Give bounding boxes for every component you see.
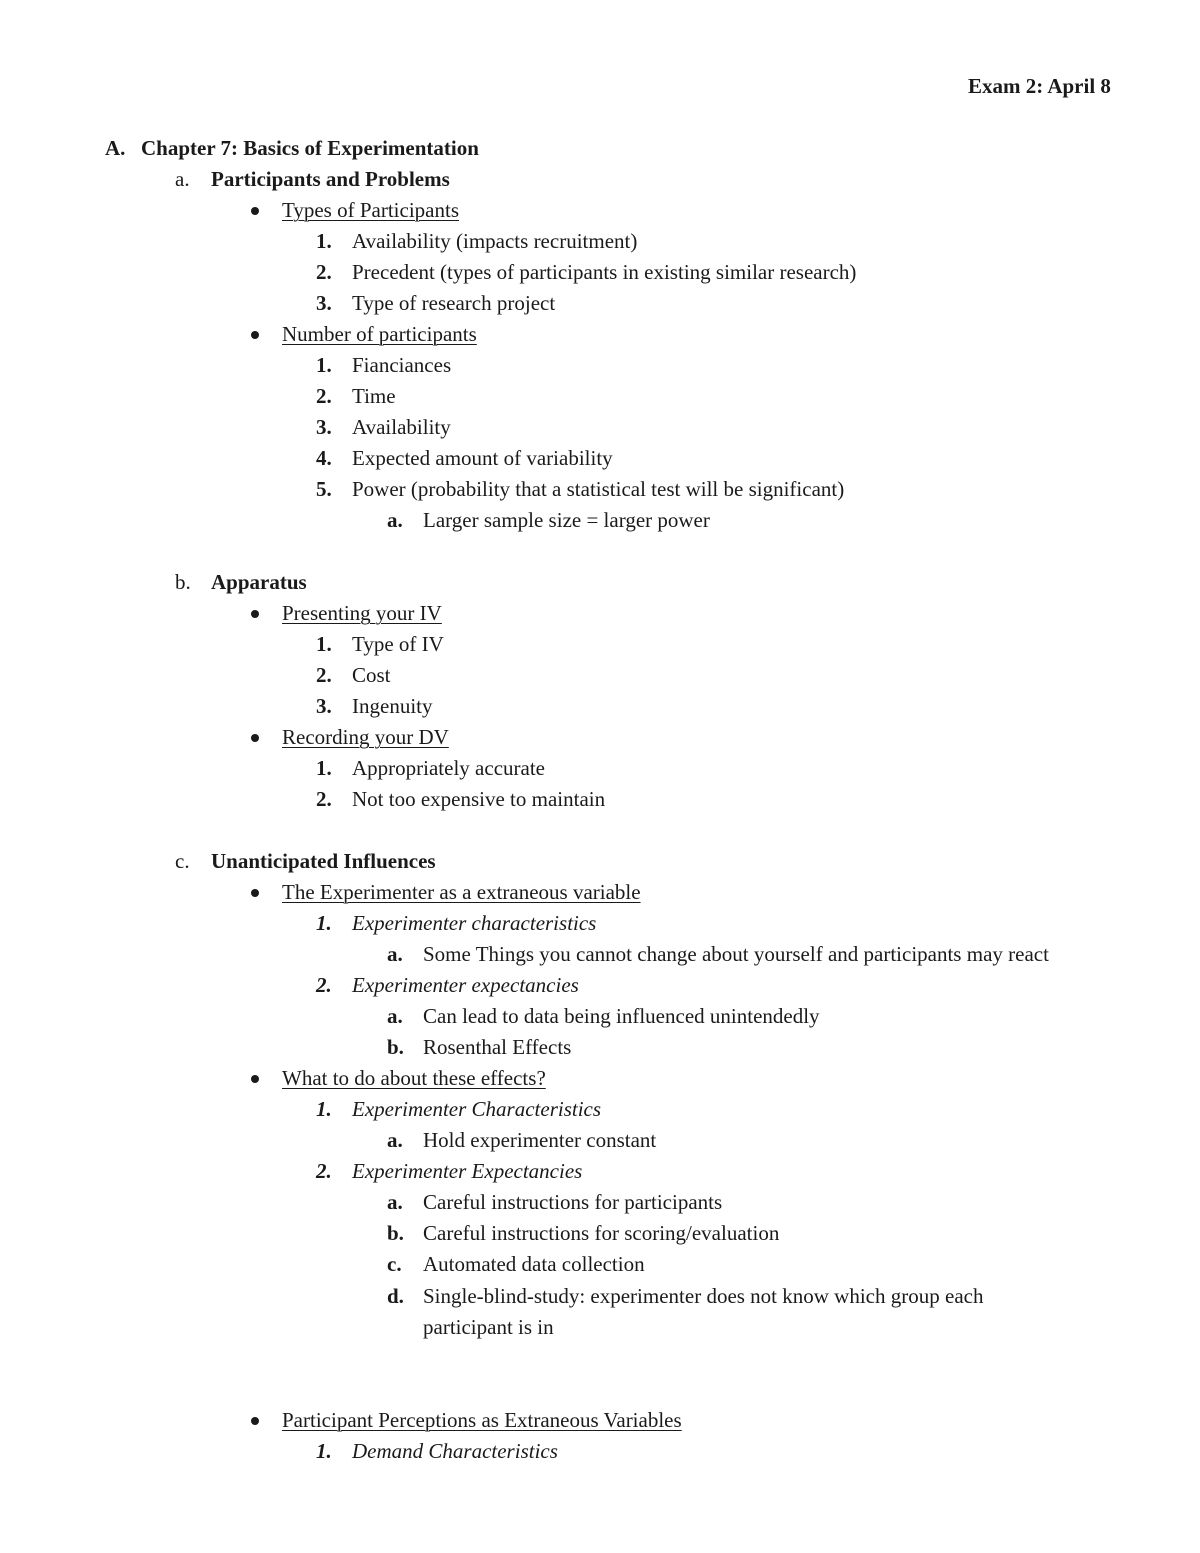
sub-list-marker: a. [387,1190,403,1214]
topic-heading: Presenting your IV [282,601,442,625]
topic-heading: The Experimenter as a extraneous variable [282,880,641,904]
sub-list-item: Rosenthal Effects [423,1035,572,1059]
list-item: Experimenter characteristics [352,911,597,935]
subsection-title: Participants and Problems [211,167,450,191]
sub-list-item-continuation: participant is in [423,1315,554,1339]
list-item: Time [352,384,396,408]
list-marker: 1. [316,756,332,780]
bullet-icon [251,1075,259,1083]
topic-heading: Types of Participants [282,198,459,222]
bullet-icon [251,1417,259,1425]
list-marker: 3. [316,415,332,439]
list-item: Type of IV [352,632,444,656]
sub-list-item: Some Things you cannot change about yourself and participants may react [423,942,1049,966]
topic-heading: What to do about these effects? [282,1066,546,1090]
topic-heading: Participant Perceptions as Extraneous Variables [282,1408,682,1432]
exam-date-header: Exam 2: April 8 [968,74,1111,98]
sub-list-item: Single-blind-study: experimenter does not know which group each [423,1284,984,1308]
list-marker: 2. [316,384,332,408]
list-marker: 1. [316,1439,332,1463]
sub-list-item: Careful instructions for scoring/evaluation [423,1221,780,1245]
list-item: Not too expensive to maintain [352,787,606,811]
subsection-marker: c. [175,849,190,873]
list-marker: 3. [316,694,332,718]
list-item: Experimenter Expectancies [352,1159,583,1183]
topic-heading: Number of participants [282,322,477,346]
list-item: Power (probability that a statistical test will be significant) [352,477,845,501]
subsection-title: Unanticipated Influences [211,849,436,873]
list-item: Expected amount of variability [352,446,613,470]
list-item: Ingenuity [352,694,433,718]
list-item: Appropriately accurate [352,756,545,780]
sub-list-marker: b. [387,1035,404,1059]
list-item: Precedent (types of participants in existing similar research) [352,260,857,284]
subsection-marker: b. [175,570,191,594]
sub-list-marker: a. [387,1128,403,1152]
list-item: Demand Characteristics [352,1439,558,1463]
list-item: Type of research project [352,291,556,315]
subsection-marker: a. [175,167,190,191]
sub-list-marker: d. [387,1284,404,1308]
list-marker: 2. [316,787,332,811]
list-item: Availability (impacts recruitment) [352,229,638,253]
sub-list-item: Careful instructions for participants [423,1190,723,1214]
list-item: Fianciances [352,353,452,377]
list-marker: 1. [316,632,332,656]
bullet-icon [251,734,259,742]
list-marker: 1. [316,911,332,935]
list-marker: 2. [316,1159,332,1183]
sub-list-item: Larger sample size = larger power [423,508,710,532]
list-marker: 4. [316,446,332,470]
list-marker: 2. [316,663,332,687]
sub-list-marker: a. [387,508,403,532]
bullet-icon [251,610,259,618]
list-item: Experimenter Characteristics [352,1097,602,1121]
sub-list-marker: a. [387,942,403,966]
list-marker: 2. [316,260,332,284]
list-item: Cost [352,663,391,687]
sub-list-item: Can lead to data being influenced unintendedly [423,1004,820,1028]
topic-heading: Recording your DV [282,725,449,749]
sub-list-item: Hold experimenter constant [423,1128,657,1152]
list-marker: 1. [316,1097,332,1121]
sub-list-marker: c. [387,1252,402,1276]
section-marker: A. [105,136,126,160]
sub-list-marker: b. [387,1221,404,1245]
list-item: Availability [352,415,451,439]
sub-list-marker: a. [387,1004,403,1028]
list-marker: 2. [316,973,332,997]
list-marker: 1. [316,229,332,253]
subsection-title: Apparatus [211,570,307,594]
bullet-icon [251,207,259,215]
list-marker: 1. [316,353,332,377]
sub-list-item: Automated data collection [423,1252,645,1276]
list-marker: 5. [316,477,332,501]
bullet-icon [251,331,259,339]
section-title: Chapter 7: Basics of Experimentation [141,136,479,160]
bullet-icon [251,889,259,897]
list-item: Experimenter expectancies [352,973,579,997]
list-marker: 3. [316,291,332,315]
